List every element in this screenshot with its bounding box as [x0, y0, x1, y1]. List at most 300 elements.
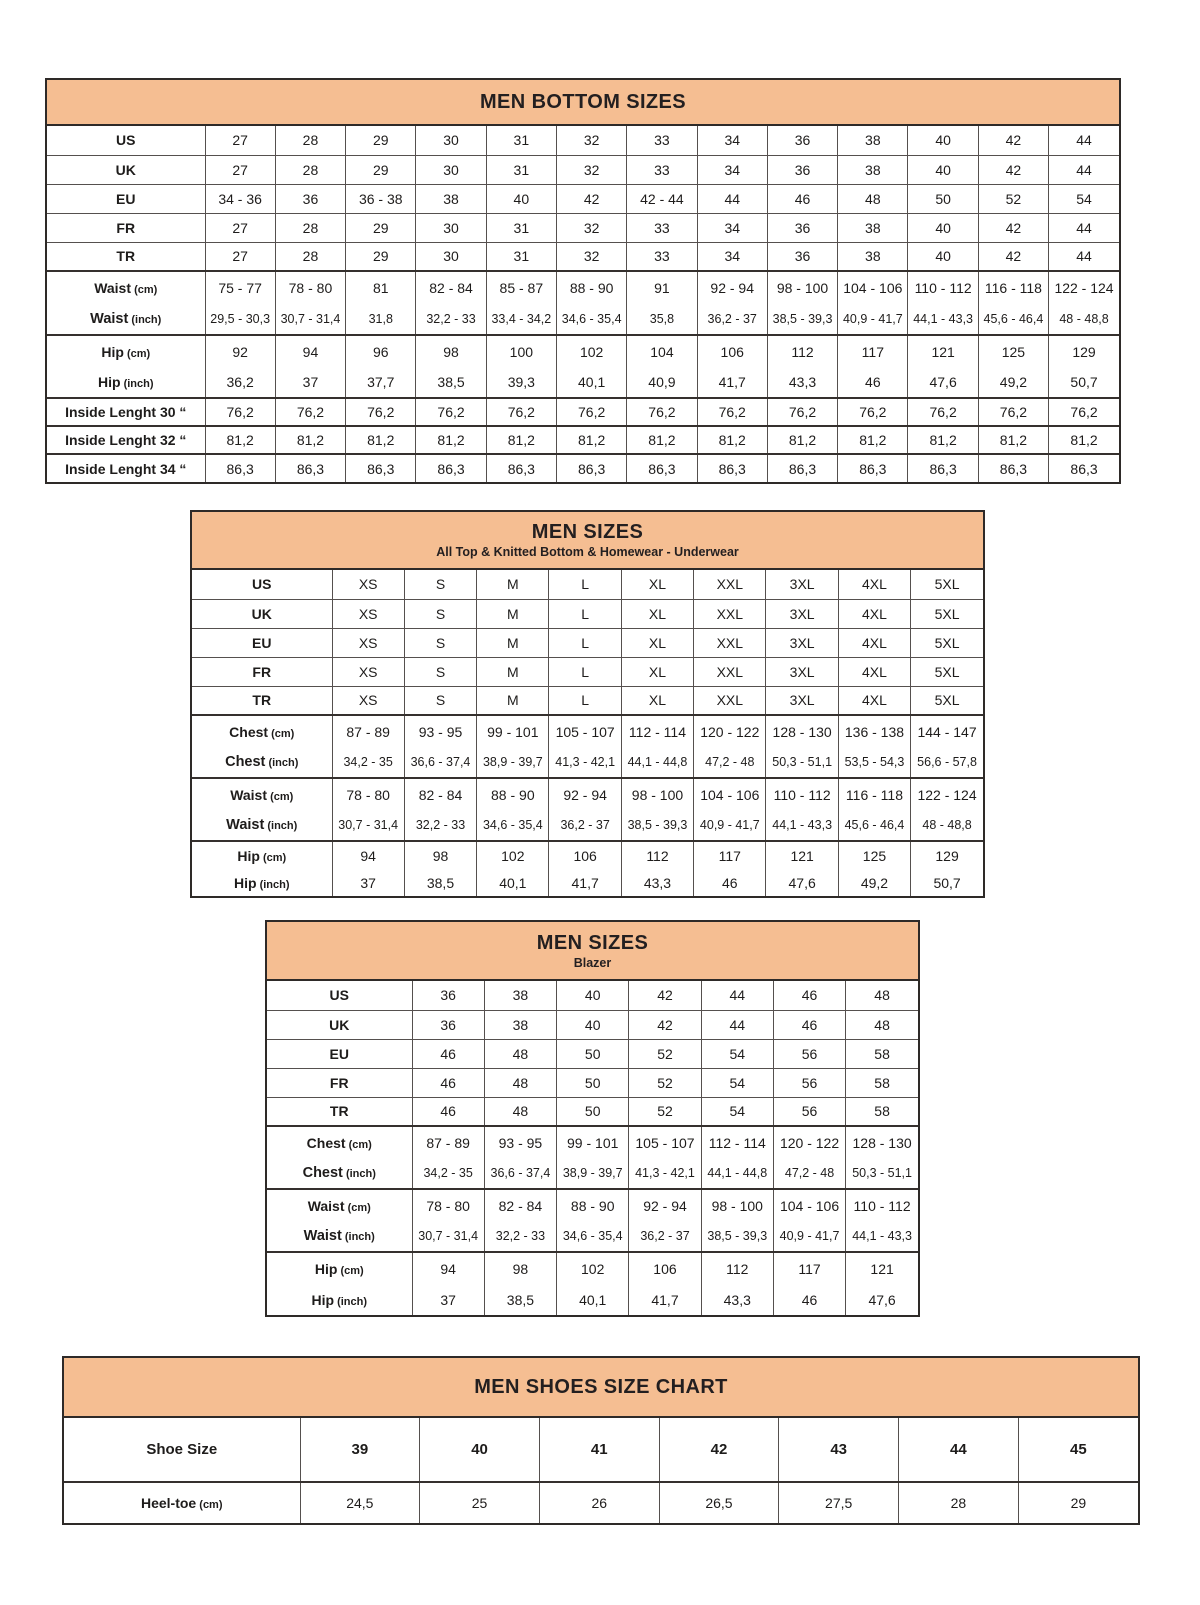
table-row: [47, 426, 1119, 454]
table-cell: 125: [838, 841, 910, 869]
table-cell: 30: [416, 213, 486, 242]
row-label-unit: (inch): [265, 757, 299, 769]
table-cell: 91: [627, 271, 697, 303]
table-cell: 105 - 107: [549, 715, 621, 747]
table-cell: 36: [767, 126, 837, 155]
table-cell: 44,1 - 44,8: [701, 1158, 773, 1189]
table-cell: 42: [629, 981, 701, 1010]
row-label-text: EU: [252, 634, 272, 651]
table-cell: L: [549, 657, 621, 686]
row-label-unit: (cm): [337, 1264, 364, 1277]
table-cell: 48 - 48,8: [911, 810, 983, 841]
table-cell: 5XL: [911, 686, 983, 715]
table-cell: 29: [346, 155, 416, 184]
table-cell: 34: [697, 155, 767, 184]
table-cell: 50: [557, 1068, 629, 1097]
table-cell: 86,3: [205, 454, 275, 482]
table-cell: 40: [908, 126, 978, 155]
table-cell: 112 - 114: [621, 715, 693, 747]
table-cell: 47,2 - 48: [694, 747, 766, 778]
row-label: [267, 1097, 412, 1126]
table-cell: 50,7: [1049, 367, 1119, 398]
table-cell: 102: [556, 335, 626, 367]
table-cell: 85 - 87: [486, 271, 556, 303]
table-cell: 58: [846, 1097, 918, 1126]
table-cell: 38,5: [484, 1284, 556, 1315]
table-cell: 46: [412, 1068, 484, 1097]
table-cell: 81: [346, 271, 416, 303]
table-row: [267, 1252, 918, 1284]
table-cell: 76,2: [767, 398, 837, 426]
row-label: [192, 657, 332, 686]
row-label-text: Chest: [225, 754, 266, 770]
table-cell: 46: [773, 1010, 845, 1039]
table-cell: 98 - 100: [767, 271, 837, 303]
table-row: [267, 1221, 918, 1252]
row-label-text: Inside Lenght 34 “: [65, 460, 187, 477]
table-cell: 5XL: [911, 628, 983, 657]
row-label-text: US: [329, 987, 349, 1004]
table-cell: 41,7: [697, 367, 767, 398]
table-cell: 42: [556, 184, 626, 213]
table-cell: 52: [978, 184, 1048, 213]
table-cell: 28: [275, 242, 345, 271]
men-sizes-blazer-grid: [267, 981, 918, 1315]
table-cell: 46: [767, 184, 837, 213]
row-label-text: Chest: [229, 723, 269, 740]
row-label: [47, 426, 205, 454]
table-cell: 48: [846, 981, 918, 1010]
table-cell: 100: [486, 335, 556, 367]
row-label-text: TR: [252, 692, 272, 709]
table-cell: 50: [557, 1097, 629, 1126]
table-cell: 56: [773, 1097, 845, 1126]
table-cell: 56: [773, 1068, 845, 1097]
table-cell: 47,6: [766, 869, 838, 896]
men-bottom-sizes-header: [47, 80, 1119, 126]
table-cell: 86,3: [627, 454, 697, 482]
table-row: [47, 155, 1119, 184]
table-cell: 93 - 95: [484, 1126, 556, 1158]
table-cell: 76,2: [275, 398, 345, 426]
row-label-text: UK: [115, 161, 136, 178]
table-cell: 40: [420, 1418, 540, 1482]
table-cell: 34,6 - 35,4: [477, 810, 549, 841]
table-cell: 40,1: [557, 1284, 629, 1315]
table-cell: 136 - 138: [838, 715, 910, 747]
table-cell: 38,5 - 39,3: [621, 810, 693, 841]
table-cell: 92 - 94: [549, 778, 621, 810]
table-cell: 54: [1049, 184, 1119, 213]
table-cell: 116 - 118: [978, 271, 1048, 303]
row-label-text: Waist: [307, 1197, 345, 1214]
table-cell: 42: [978, 155, 1048, 184]
table-cell: 36,6 - 37,4: [404, 747, 476, 778]
table-cell: 46: [412, 1097, 484, 1126]
table-cell: 30: [416, 242, 486, 271]
table-cell: 102: [477, 841, 549, 869]
table-row: [267, 1010, 918, 1039]
table-cell: XL: [621, 599, 693, 628]
table-cell: 75 - 77: [205, 271, 275, 303]
table-cell: 34: [697, 213, 767, 242]
table-cell: 38,5 - 39,3: [767, 303, 837, 335]
table-cell: 86,3: [1049, 454, 1119, 482]
table-cell: 86,3: [416, 454, 486, 482]
table-cell: 40,9 - 41,7: [694, 810, 766, 841]
table-cell: XS: [332, 599, 404, 628]
row-label: [267, 1189, 412, 1221]
row-label: [47, 303, 205, 335]
row-label: [47, 335, 205, 367]
table-row: [192, 841, 983, 869]
table-cell: XL: [621, 570, 693, 599]
table-cell: 47,6: [908, 367, 978, 398]
table-cell: 53,5 - 54,3: [838, 747, 910, 778]
table-cell: 31: [486, 242, 556, 271]
row-label-text: FR: [116, 219, 136, 236]
row-label: [267, 981, 412, 1010]
row-label-text: Heel-toe: [140, 1495, 197, 1511]
table-row: [47, 398, 1119, 426]
table-cell: 112: [767, 335, 837, 367]
row-label-unit: (inch): [342, 1168, 376, 1180]
table-row: [267, 1158, 918, 1189]
table-cell: 36,2 - 37: [629, 1221, 701, 1252]
table-cell: 125: [978, 335, 1048, 367]
table-cell: 28: [275, 155, 345, 184]
row-label-unit: (cm): [196, 1499, 223, 1511]
table-cell: 81,2: [556, 426, 626, 454]
table-cell: 81,2: [205, 426, 275, 454]
table-row: [192, 599, 983, 628]
table-cell: 28: [899, 1482, 1019, 1523]
row-label-unit: (cm): [131, 283, 158, 296]
table-cell: 81,2: [697, 426, 767, 454]
table-cell: 86,3: [978, 454, 1048, 482]
table-cell: 44: [1049, 242, 1119, 271]
men-sizes-top-table: [190, 510, 985, 898]
men-sizes-top-subtitle: All Top & Knitted Bottom & Homewear - Underwear: [436, 545, 739, 559]
table-cell: 122 - 124: [911, 778, 983, 810]
table-cell: 50: [557, 1039, 629, 1068]
table-cell: 4XL: [838, 657, 910, 686]
table-cell: 30: [416, 126, 486, 155]
table-cell: 48: [838, 184, 908, 213]
table-cell: 82 - 84: [416, 271, 486, 303]
table-cell: 40: [486, 184, 556, 213]
table-cell: 81,2: [838, 426, 908, 454]
table-cell: 86,3: [346, 454, 416, 482]
row-label-unit: (inch): [341, 1231, 375, 1243]
table-cell: 49,2: [838, 869, 910, 896]
row-label: [192, 570, 332, 599]
table-row: [47, 367, 1119, 398]
table-cell: 26: [539, 1482, 659, 1523]
table-cell: 86,3: [838, 454, 908, 482]
table-cell: 50,3 - 51,1: [766, 747, 838, 778]
table-cell: 4XL: [838, 628, 910, 657]
table-cell: 46: [773, 981, 845, 1010]
table-cell: 27: [205, 213, 275, 242]
table-cell: 36,6 - 37,4: [484, 1158, 556, 1189]
table-row: [47, 335, 1119, 367]
table-cell: 106: [697, 335, 767, 367]
table-cell: XXL: [694, 628, 766, 657]
table-row: [192, 570, 983, 599]
table-cell: 76,2: [908, 398, 978, 426]
table-cell: 38,9 - 39,7: [477, 747, 549, 778]
table-cell: 40: [557, 1010, 629, 1039]
men-bottom-sizes-table: [45, 78, 1121, 484]
row-label: [267, 1252, 412, 1284]
row-label-unit: (cm): [345, 1138, 372, 1151]
table-cell: 28: [275, 126, 345, 155]
table-cell: 44,1 - 43,3: [766, 810, 838, 841]
men-shoes-size-chart-table: [62, 1356, 1140, 1525]
row-label: [64, 1418, 300, 1482]
table-cell: 40,1: [477, 869, 549, 896]
table-cell: 42: [978, 126, 1048, 155]
table-cell: 45,6 - 46,4: [978, 303, 1048, 335]
table-row: [192, 715, 983, 747]
row-label-unit: (cm): [267, 790, 294, 803]
table-row: [192, 657, 983, 686]
table-cell: 36: [412, 1010, 484, 1039]
table-cell: 30,7 - 31,4: [275, 303, 345, 335]
table-cell: 82 - 84: [484, 1189, 556, 1221]
table-cell: 42: [629, 1010, 701, 1039]
table-cell: 94: [332, 841, 404, 869]
table-cell: 3XL: [766, 657, 838, 686]
table-cell: 25: [420, 1482, 540, 1523]
table-cell: 88 - 90: [556, 271, 626, 303]
table-cell: 78 - 80: [412, 1189, 484, 1221]
table-cell: 117: [773, 1252, 845, 1284]
table-cell: 44: [1049, 155, 1119, 184]
table-cell: 28: [275, 213, 345, 242]
table-cell: 36: [767, 155, 837, 184]
table-cell: XXL: [694, 570, 766, 599]
row-label: [47, 126, 205, 155]
table-cell: 47,6: [846, 1284, 918, 1315]
table-cell: 98: [416, 335, 486, 367]
table-cell: 41,3 - 42,1: [549, 747, 621, 778]
table-row: [47, 184, 1119, 213]
table-cell: 40: [908, 242, 978, 271]
table-cell: 54: [701, 1068, 773, 1097]
table-cell: 78 - 80: [275, 271, 345, 303]
row-label-text: Shoe Size: [146, 1441, 218, 1458]
table-cell: 41: [539, 1418, 659, 1482]
table-cell: 40,1: [556, 367, 626, 398]
table-cell: 86,3: [556, 454, 626, 482]
row-label-text: TR: [116, 248, 136, 265]
table-cell: 40,9 - 41,7: [838, 303, 908, 335]
table-row: [192, 810, 983, 841]
table-cell: 42: [659, 1418, 779, 1482]
table-cell: 36,2: [205, 367, 275, 398]
table-cell: 37,7: [346, 367, 416, 398]
row-label: [192, 869, 332, 896]
table-cell: 34: [697, 242, 767, 271]
table-cell: 38,5 - 39,3: [701, 1221, 773, 1252]
table-cell: 86,3: [767, 454, 837, 482]
row-label: [47, 155, 205, 184]
table-cell: L: [549, 570, 621, 599]
table-cell: XS: [332, 628, 404, 657]
table-row: [47, 242, 1119, 271]
table-cell: 3XL: [766, 628, 838, 657]
men-sizes-top-title: MEN SIZES: [531, 521, 644, 543]
row-label: [192, 810, 332, 841]
table-cell: 92: [205, 335, 275, 367]
table-cell: 104: [627, 335, 697, 367]
table-cell: 31: [486, 126, 556, 155]
table-cell: 38: [838, 242, 908, 271]
table-cell: 50,7: [911, 869, 983, 896]
table-cell: 34 - 36: [205, 184, 275, 213]
table-cell: 99 - 101: [557, 1126, 629, 1158]
table-cell: 36: [767, 242, 837, 271]
table-cell: S: [404, 657, 476, 686]
table-cell: 46: [773, 1284, 845, 1315]
table-cell: 92 - 94: [629, 1189, 701, 1221]
table-row: [267, 1189, 918, 1221]
table-cell: 76,2: [627, 398, 697, 426]
table-cell: 34,6 - 35,4: [557, 1221, 629, 1252]
table-cell: 106: [549, 841, 621, 869]
table-cell: XS: [332, 570, 404, 599]
table-cell: 76,2: [486, 398, 556, 426]
table-cell: XS: [332, 686, 404, 715]
row-label: [192, 841, 332, 869]
table-cell: 98 - 100: [621, 778, 693, 810]
row-label-text: EU: [116, 190, 136, 207]
table-cell: M: [477, 628, 549, 657]
table-cell: 46: [838, 367, 908, 398]
table-cell: 36 - 38: [346, 184, 416, 213]
table-cell: XXL: [694, 599, 766, 628]
table-cell: 36: [767, 213, 837, 242]
table-cell: 38,5: [416, 367, 486, 398]
table-cell: 52: [629, 1097, 701, 1126]
men-shoes-size-chart-title: MEN SHOES SIZE CHART: [474, 1376, 728, 1398]
table-cell: 40: [557, 981, 629, 1010]
row-label-text: US: [116, 132, 136, 149]
table-cell: 5XL: [911, 599, 983, 628]
table-row: [192, 686, 983, 715]
table-cell: 31,8: [346, 303, 416, 335]
table-cell: 104 - 106: [694, 778, 766, 810]
row-label: [267, 1010, 412, 1039]
men-sizes-blazer-header: [267, 922, 918, 981]
table-cell: XL: [621, 628, 693, 657]
row-label-text: Waist: [94, 279, 132, 296]
table-cell: S: [404, 628, 476, 657]
table-cell: 76,2: [556, 398, 626, 426]
table-row: [47, 271, 1119, 303]
row-label: [267, 1068, 412, 1097]
table-cell: 32: [556, 242, 626, 271]
table-row: [47, 126, 1119, 155]
table-cell: 40: [908, 155, 978, 184]
row-label-text: Inside Lenght 32 “: [65, 432, 187, 448]
row-label-text: Waist: [226, 817, 265, 833]
table-cell: 54: [701, 1039, 773, 1068]
men-bottom-sizes-title: MEN BOTTOM SIZES: [479, 91, 687, 113]
table-cell: 38,5: [404, 869, 476, 896]
row-label: [47, 398, 205, 426]
table-cell: 30,7 - 31,4: [332, 810, 404, 841]
table-cell: 92 - 94: [697, 271, 767, 303]
row-label-unit: (cm): [344, 1201, 371, 1214]
table-cell: 34,2 - 35: [332, 747, 404, 778]
table-cell: 33: [627, 126, 697, 155]
row-label: [192, 778, 332, 810]
row-label-text: Chest: [302, 1165, 343, 1181]
table-cell: 48: [484, 1068, 556, 1097]
row-label-unit: (inch): [120, 378, 154, 390]
table-cell: 29: [346, 126, 416, 155]
table-cell: 110 - 112: [908, 271, 978, 303]
table-cell: 82 - 84: [404, 778, 476, 810]
men-sizes-blazer-table: [265, 920, 920, 1317]
table-cell: 52: [629, 1039, 701, 1068]
table-cell: 36,2 - 37: [697, 303, 767, 335]
table-cell: S: [404, 686, 476, 715]
table-cell: 88 - 90: [557, 1189, 629, 1221]
row-label: [192, 686, 332, 715]
row-label-text: Hip: [233, 874, 257, 891]
men-shoes-size-chart-header: [64, 1358, 1138, 1418]
row-label-unit: (cm): [259, 851, 287, 864]
table-cell: 58: [846, 1068, 918, 1097]
table-cell: 43: [779, 1418, 899, 1482]
table-cell: 26,5: [659, 1482, 779, 1523]
table-cell: 31: [486, 213, 556, 242]
table-cell: 29: [1018, 1482, 1138, 1523]
table-cell: 3XL: [766, 599, 838, 628]
men-sizes-blazer-subtitle: Blazer: [573, 955, 612, 970]
table-cell: 98: [404, 841, 476, 869]
table-cell: 29: [346, 213, 416, 242]
row-label: [267, 1126, 412, 1158]
table-row: [192, 778, 983, 810]
table-cell: XL: [621, 657, 693, 686]
table-cell: 48 - 48,8: [1049, 303, 1119, 335]
row-label: [267, 1284, 412, 1315]
table-cell: 5XL: [911, 570, 983, 599]
table-row: [47, 303, 1119, 335]
table-cell: 38: [484, 1010, 556, 1039]
table-cell: 117: [694, 841, 766, 869]
table-cell: 76,2: [205, 398, 275, 426]
table-cell: 31: [486, 155, 556, 184]
table-cell: 4XL: [838, 570, 910, 599]
row-label: [192, 715, 332, 747]
table-row: [267, 1039, 918, 1068]
table-cell: 112: [701, 1252, 773, 1284]
table-cell: 47,2 - 48: [773, 1158, 845, 1189]
table-cell: 43,3: [701, 1284, 773, 1315]
table-cell: M: [477, 657, 549, 686]
table-cell: 4XL: [838, 599, 910, 628]
row-label: [267, 1158, 412, 1189]
table-cell: 42: [978, 213, 1048, 242]
row-label-text: FR: [252, 663, 272, 680]
table-row: [267, 981, 918, 1010]
